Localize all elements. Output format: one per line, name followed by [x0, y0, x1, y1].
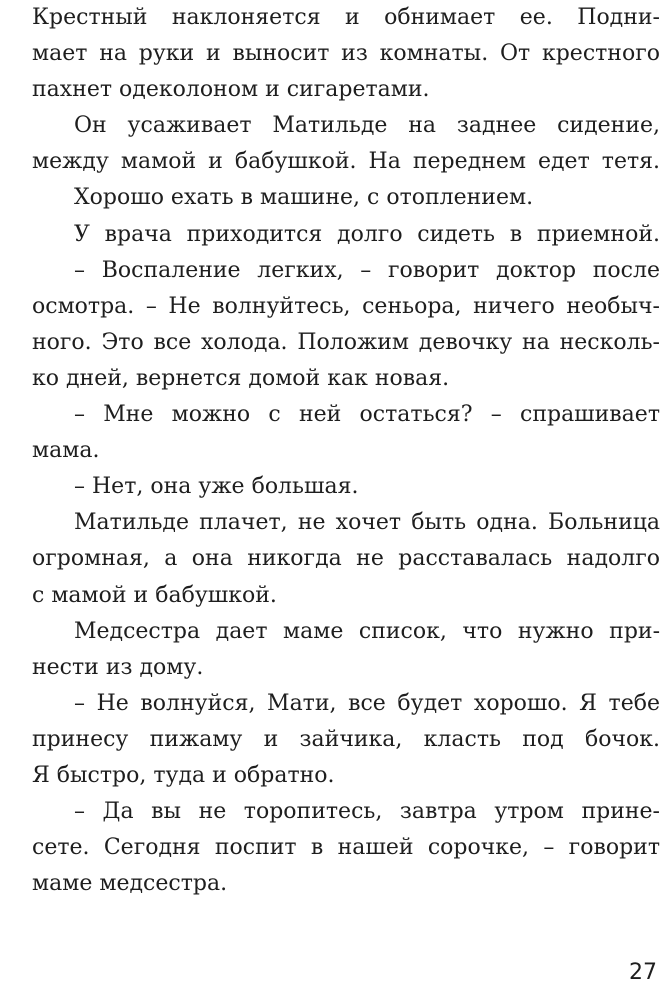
text-line: Он усаживает Матильде на заднее сидение,	[74, 113, 660, 139]
text-line: Матильде плачет, не хочет быть одна. Больница	[74, 510, 660, 536]
text-line: мама.	[32, 438, 100, 464]
text-line: маме медсестра.	[32, 871, 228, 897]
text-line: У врача приходится долго сидеть в приемной.	[74, 221, 660, 247]
text-line: мает на руки и выносит из комнаты. От крестного	[32, 41, 660, 67]
text-line: между мамой и бабушкой. На переднем едет тетя.	[32, 149, 660, 175]
text-line: с мамой и бабушкой.	[32, 582, 277, 608]
body-text	[32, 0, 660, 902]
text-line: – Воспаление легких, – говорит доктор после	[74, 257, 660, 283]
text-line: – Не волнуйся, Мати, все будет хорошо. Я тебе	[74, 690, 660, 716]
text-line: Я быстро, туда и обратно.	[32, 762, 335, 788]
text-line: Хорошо ехать в машине, с отоплением.	[74, 185, 534, 211]
text-line: пахнет одеколоном и сигаретами.	[32, 77, 430, 103]
text-line: Медсестра дает маме список, что нужно при-	[74, 618, 660, 644]
text-line: – Мне можно с ней остаться? – спрашивает	[74, 402, 660, 428]
text-line: принесу пижаму и зайчика, класть под бочок.	[32, 726, 660, 752]
text-line: – Да вы не торопитесь, завтра утром прине-	[74, 799, 660, 825]
text-line: нести из дому.	[32, 654, 204, 680]
text-line: Крестный наклоняется и обнимает ее. Подни-	[32, 5, 660, 30]
page-number: 27	[629, 960, 657, 985]
text-line: сете. Сегодня поспит в нашей сорочке, – говорит	[32, 835, 660, 861]
text-line: – Нет, она уже большая.	[74, 474, 359, 500]
text-line: ко дней, вернется домой как новая.	[32, 365, 450, 391]
text-line: осмотра. – Не волнуйтесь, сеньора, ничего необыч-	[32, 293, 660, 319]
text-line: ного. Это все холода. Положим девочку на несколь-	[32, 329, 660, 355]
text-line: огромная, а она никогда не расставалась надолго	[32, 546, 660, 572]
